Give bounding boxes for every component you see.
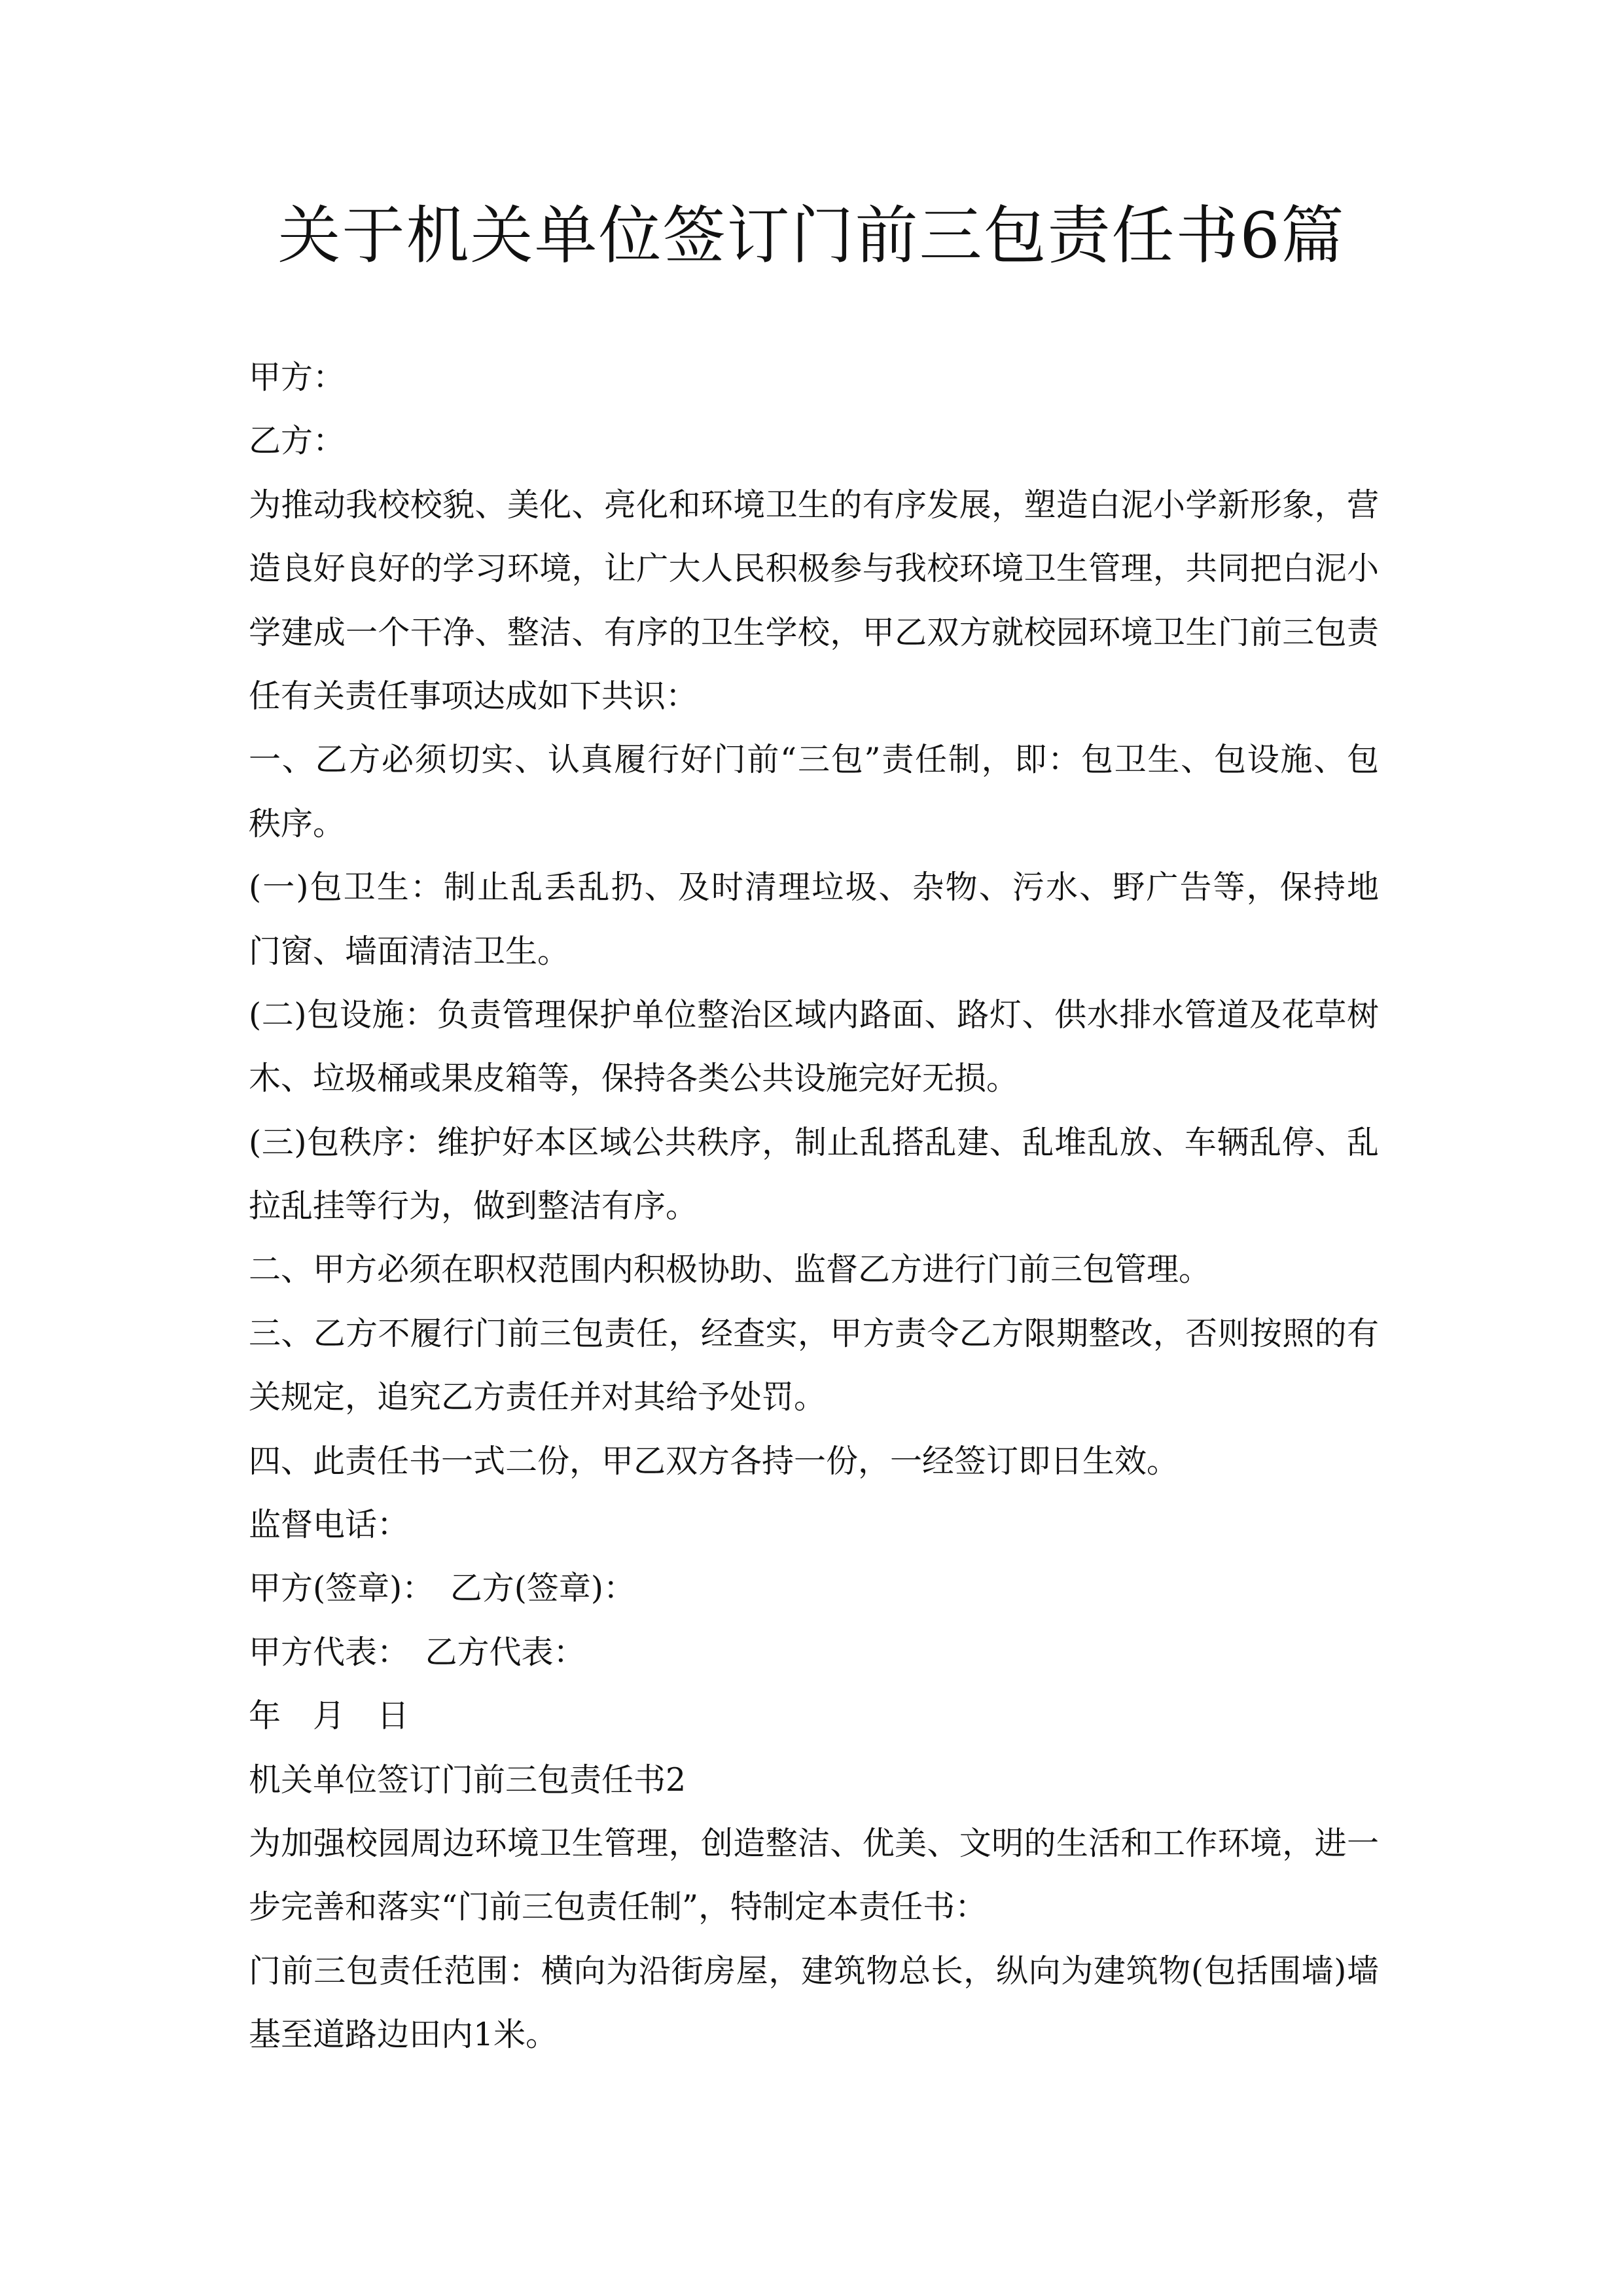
text-line: (一)包卫生：制止乱丢乱扔、及时清理垃圾、杂物、污水、野广告等，保持地 bbox=[249, 869, 1379, 906]
text-line: 任有关责任事项达成如下共识： bbox=[249, 677, 698, 715]
text-line: 为推动我校校貌、美化、亮化和环境卫生的有序发展，塑造白泥小学新形象，营 bbox=[249, 486, 1379, 524]
text-line: 学建成一个干净、整洁、有序的卫生学校，甲乙双方就校园环境卫生门前三包责 bbox=[249, 613, 1379, 651]
text-line: 监督电话： bbox=[249, 1506, 410, 1544]
text-line: 造良好良好的学习环境，让广大人民积极参与我校环境卫生管理，共同把白泥小 bbox=[249, 550, 1379, 588]
text-line: 门前三包责任范围：横向为沿街房屋，建筑物总长，纵向为建筑物(包括围墙)墙 bbox=[249, 1952, 1379, 1990]
text-line: 甲方(签章)： 乙方(签章)： bbox=[249, 1570, 635, 1607]
text-line: (二)包设施：负责管理保护单位整治区域内路面、路灯、供水排水管道及花草树 bbox=[249, 996, 1379, 1033]
text-line: (三)包秩序：维护好本区域公共秩序，制止乱搭乱建、乱堆乱放、车辆乱停、乱 bbox=[249, 1123, 1379, 1161]
text-line: 年 月 日 bbox=[249, 1697, 410, 1735]
text-line: 门窗、墙面清洁卫生。 bbox=[249, 932, 570, 970]
text-line: 机关单位签订门前三包责任书2 bbox=[249, 1761, 687, 1799]
text-line: 秩序。 bbox=[249, 804, 346, 842]
text-line: 木、垃圾桶或果皮箱等，保持各类公共设施完好无损。 bbox=[249, 1060, 1019, 1098]
text-line: 基至道路边田内1米。 bbox=[249, 2016, 558, 2054]
text-line: 拉乱挂等行为，做到整洁有序。 bbox=[249, 1187, 698, 1225]
text-line: 三、乙方不履行门前三包责任，经查实，甲方责令乙方限期整改，否则按照的有 bbox=[249, 1314, 1379, 1352]
document-body bbox=[249, 346, 1379, 2067]
text-line: 步完善和落实“门前三包责任制”，特制定本责任书： bbox=[249, 1888, 988, 1926]
document-title: 关于机关单位签订门前三包责任书6篇 bbox=[277, 199, 1346, 272]
text-line: 四、此责任书一式二份，甲乙双方各持一份，一经签订即日生效。 bbox=[249, 1442, 1179, 1480]
text-line: 甲方代表： 乙方代表： bbox=[249, 1633, 586, 1671]
text-line: 甲方： bbox=[249, 359, 346, 396]
text-line: 一、乙方必须切实、认真履行好门前“三包”责任制，即：包卫生、包设施、包 bbox=[249, 741, 1379, 779]
text-line: 二、甲方必须在职权范围内积极协助、监督乙方进行门前三包管理。 bbox=[249, 1251, 1211, 1289]
text-line: 乙方： bbox=[249, 422, 346, 460]
text-line: 关规定，追究乙方责任并对其给予处罚。 bbox=[249, 1378, 827, 1416]
text-line: 为加强校园周边环境卫生管理，创造整洁、优美、文明的生活和工作环境，进一 bbox=[249, 1824, 1379, 1862]
